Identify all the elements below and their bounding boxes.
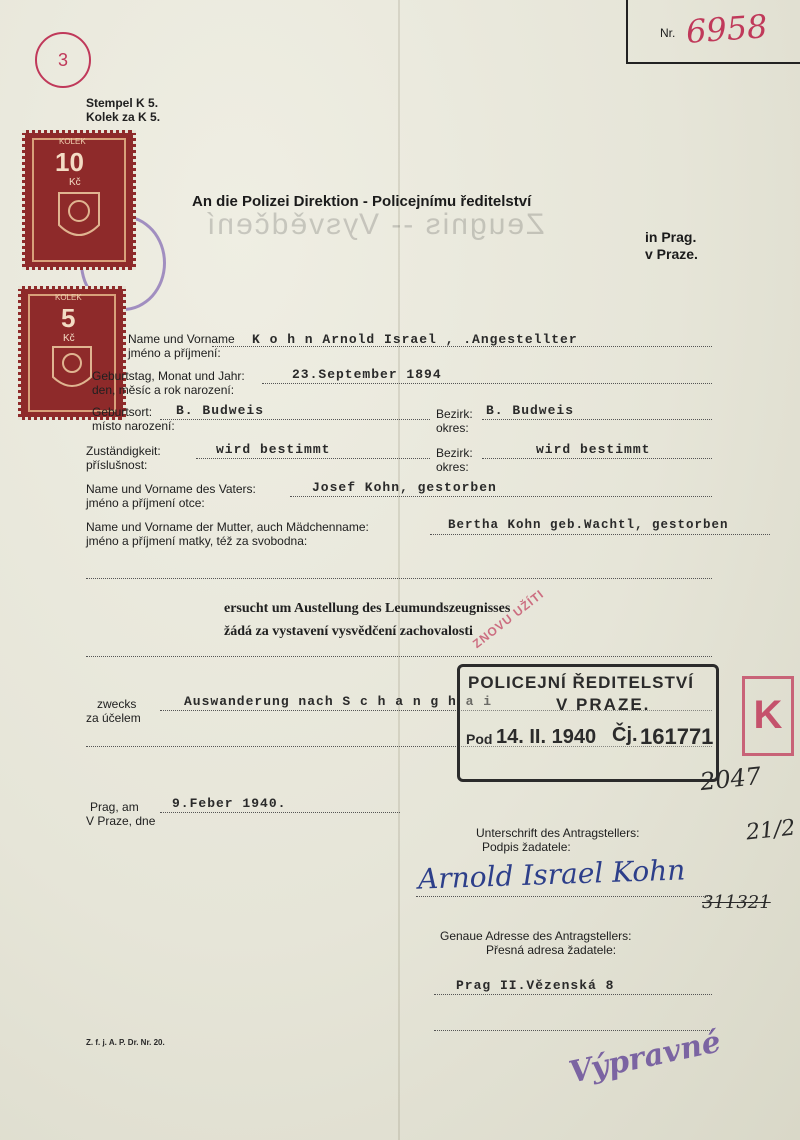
stamp-fee-de: Stempel K 5. <box>86 96 159 110</box>
birth-date-line <box>262 383 712 384</box>
purpose-label-cs: za účelem <box>86 711 141 725</box>
handwritten-ref: 2047 <box>698 761 763 797</box>
signature-value: Arnold Israel Kohn <box>417 853 686 896</box>
jurisdiction-district-label-cs: okres: <box>436 460 469 474</box>
overstamp-text: ZNOVU UŽÍTI <box>470 586 547 652</box>
purpose-value: Auswanderung nach S c h a n g h a i <box>184 694 493 709</box>
addressee-title: An die Polizei Direktion - Policejnímu ředitelství <box>192 193 532 210</box>
number-box <box>626 0 800 64</box>
father-label-de: Name und Vorname des Vaters: <box>86 482 256 496</box>
stamp-fee-cs: Kolek za K 5. <box>86 110 161 124</box>
signature-line <box>416 896 712 897</box>
birthplace-district-line <box>482 419 712 420</box>
revenue-stamp-10 <box>22 130 136 270</box>
stamp-unit: Kč <box>63 333 75 344</box>
jurisdiction-label-cs: příslušnost: <box>86 458 148 472</box>
signature-label-de: Unterschrift des Antragstellers: <box>476 826 640 840</box>
addressee-city-de: in Prag. <box>645 229 697 245</box>
jurisdiction-district-value: wird bestimmt <box>536 442 651 457</box>
address-line <box>434 994 712 995</box>
birthplace-district-label-cs: okres: <box>436 421 469 435</box>
jurisdiction-district-line <box>482 458 712 459</box>
police-stamp-line2: V PRAZE. <box>556 695 651 714</box>
police-stamp <box>457 664 719 782</box>
circle-mark: 3 <box>35 32 91 88</box>
police-stamp-ref: 161771 <box>640 724 714 749</box>
birthplace-label-cs: místo narození: <box>92 419 175 433</box>
address-label-de: Genaue Adresse des Antragstellers: <box>440 929 632 943</box>
address-line2 <box>434 1030 712 1031</box>
signature-label-cs: Podpis žadatele: <box>482 840 571 854</box>
mother-label-cs: jméno a příjmení matky, též za svobodna: <box>86 534 308 548</box>
struck-number: 311321 <box>702 892 771 913</box>
show-through-text: Zeugnis -- Vysvědčení <box>205 208 545 241</box>
birth-date-label-de: Geburtstag, Monat und Jahr: <box>92 369 245 383</box>
birthplace-line <box>160 419 430 420</box>
birthplace-label-de: Geburtsort: <box>92 405 153 419</box>
stamp-value: 5 <box>61 303 76 333</box>
blank-line <box>86 656 712 657</box>
date-place-cs: V Praze, dne <box>86 814 156 828</box>
mother-label-de: Name und Vorname der Mutter, auch Mädchenname: <box>86 520 369 534</box>
request-de: ersucht um Austellung des Leumundszeugnisses <box>224 601 511 616</box>
name-label-de: Name und Vorname <box>128 332 235 346</box>
addressee-city-cs: v Praze. <box>645 246 698 262</box>
name-label-cs: jméno a příjmení: <box>128 346 221 360</box>
jurisdiction-value: wird bestimmt <box>216 442 331 457</box>
date-line <box>160 812 400 813</box>
father-line <box>290 496 712 497</box>
jurisdiction-line <box>196 458 430 459</box>
mother-line <box>430 534 770 535</box>
father-label-cs: jméno a příjmení otce: <box>86 496 205 510</box>
jurisdiction-district-label-de: Bezirk: <box>436 446 473 460</box>
police-stamp-ref-label: Čj. <box>612 724 638 746</box>
revenue-stamp-5 <box>18 286 126 420</box>
police-stamp-prefix: Pod <box>466 731 493 747</box>
blank-line <box>86 578 712 579</box>
police-stamp-date: 14. II. 1940 <box>496 726 597 748</box>
birth-date-label-cs: den, měsíc a rok narození: <box>92 383 235 397</box>
purpose-label-de: zwecks <box>97 697 137 711</box>
address-label-cs: Přesná adresa žadatele: <box>486 943 617 957</box>
number-prefix: Nr. <box>660 26 676 40</box>
stamp-header: KOLEK <box>55 293 82 302</box>
father-value: Josef Kohn, gestorben <box>312 480 497 495</box>
handwritten-ref2: 21/2 <box>744 815 797 846</box>
date-value: 9.Feber 1940. <box>172 796 287 811</box>
stamp-header: KOLEK <box>59 137 86 146</box>
jurisdiction-label-de: Zuständigkeit: <box>86 444 161 458</box>
date-place-de: Prag, am <box>90 800 139 814</box>
birthplace-district-value: B. Budweis <box>486 403 575 418</box>
birthplace-value: B. Budweis <box>176 403 265 418</box>
mother-value: Bertha Kohn geb.Wachtl, gestorben <box>448 518 729 532</box>
stamp-unit: Kč <box>69 177 81 188</box>
address-value: Prag II.Vězenská 8 <box>456 978 615 993</box>
police-stamp-line1: POLICEJNÍ ŘEDITELSTVÍ <box>468 673 694 692</box>
name-value: K o h n Arnold Israel , .Angestellter <box>252 332 578 347</box>
handwritten-number: 6958 <box>684 7 769 51</box>
birth-date-value: 23.September 1894 <box>292 367 442 382</box>
footer-code: Z. f. j. A. P. Dr. Nr. 20. <box>86 1038 165 1047</box>
k-stamp: K <box>742 676 794 756</box>
fold-line <box>398 0 400 1140</box>
stamp-value: 10 <box>55 147 84 177</box>
birthplace-district-label-de: Bezirk: <box>436 407 473 421</box>
name-line <box>212 346 712 347</box>
violet-stamp: Výpravné <box>566 1024 725 1091</box>
request-cs: žádá za vystavení vysvědčení zachovalosti <box>224 624 473 639</box>
